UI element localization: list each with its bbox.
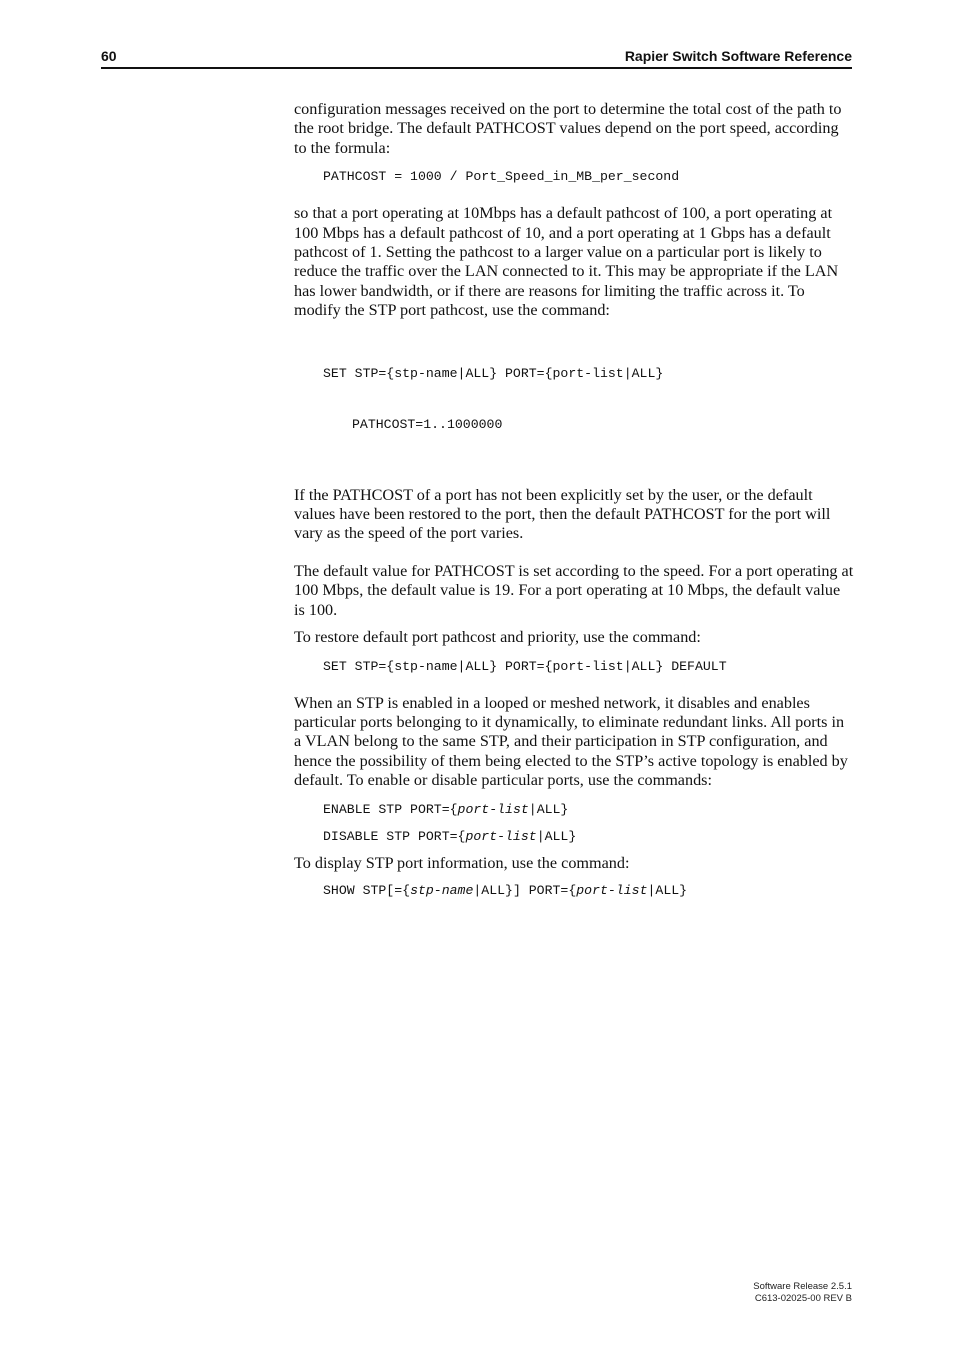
- paragraph-restore-default: To restore default port pathcost and priority, use the command:: [294, 628, 701, 647]
- code-text: ENABLE STP PORT={: [323, 801, 458, 817]
- code-line: SET STP={stp-name|ALL} PORT={port-list|ALL}: [323, 365, 664, 381]
- software-release: Software Release 2.5.1: [753, 1281, 852, 1292]
- code-text: |ALL}: [647, 882, 688, 898]
- code-parameter: port-list: [576, 882, 648, 898]
- paragraph-pathcost-defaults: so that a port operating at 10Mbps has a default pathcost of 100, a port operating at 100 Mbps has a default pathcost of 10, and a port operating at 1 Gbps has a default pathcost of 1. Setting the pathcost to a larger value on a particular port is likely to reduce the traffic over the LAN connected to it. This may be appropriate if the LAN has lower bandwidth, or if there are reasons for limiting the traffic across it. To modify the STP port pathcost, use the command:: [294, 204, 839, 320]
- code-text: |ALL}: [528, 801, 569, 817]
- code-parameter: stp-name: [410, 882, 474, 898]
- paragraph-pathcost-speed: The default value for PATHCOST is set according to the speed. For a port operating at 100 Mbps, the default value is 19. For a port operating at 10 Mbps, the default value is 100.: [294, 561, 854, 619]
- paragraph-pathcost-explicit: If the PATHCOST of a port has not been explicitly set by the user, or the default values have been restored to the port, then the default PATHCOST for the port will vary as the speed of the port varies.: [294, 485, 831, 543]
- code-line-continued: PATHCOST=1..1000000: [352, 416, 503, 432]
- code-text: |ALL}] PORT={: [473, 882, 577, 898]
- code-text: DISABLE STP PORT={: [323, 828, 466, 844]
- page-header: [101, 47, 852, 69]
- document-revision: C613-02025-00 REV B: [754, 1293, 852, 1304]
- page-number: 60: [101, 48, 117, 64]
- paragraph-pathcost-intro: configuration messages received on the port to determine the total cost of the path to the root bridge. The default PATHCOST values depend on the port speed, according to the formula:: [294, 100, 842, 157]
- code-set-pathcost: [294, 331, 854, 467]
- code-restore-default: SET STP={stp-name|ALL} PORT={port-list|ALL} DEFAULT: [323, 658, 727, 674]
- document-title: Rapier Switch Software Reference: [624, 48, 852, 64]
- code-disable-stp-port: [294, 828, 854, 845]
- code-text: |ALL}: [536, 828, 577, 844]
- paragraph-enable-ports: When an STP is enabled in a looped or meshed network, it disables and enables particular ports belonging to it dynamically, to eliminate redundant links. All ports in a VLAN belong to the same STP, and their participation in STP configuration, and hence the possibility of them being elected to the STP’s active topology is enabled by default. To enable or disable particular ports, use the commands:: [294, 693, 848, 790]
- main-content: [294, 100, 854, 899]
- page-footer: [753, 1281, 852, 1305]
- code-show-stp-port: [294, 882, 854, 899]
- code-enable-stp-port: [294, 801, 854, 818]
- code-text: SHOW STP[={: [323, 882, 411, 898]
- code-parameter: port-list: [457, 801, 529, 817]
- code-pathcost-formula: PATHCOST = 1000 / Port_Speed_in_MB_per_second: [323, 169, 680, 185]
- code-parameter: port-list: [465, 828, 537, 844]
- paragraph-show-port: To display STP port information, use the command:: [294, 853, 630, 872]
